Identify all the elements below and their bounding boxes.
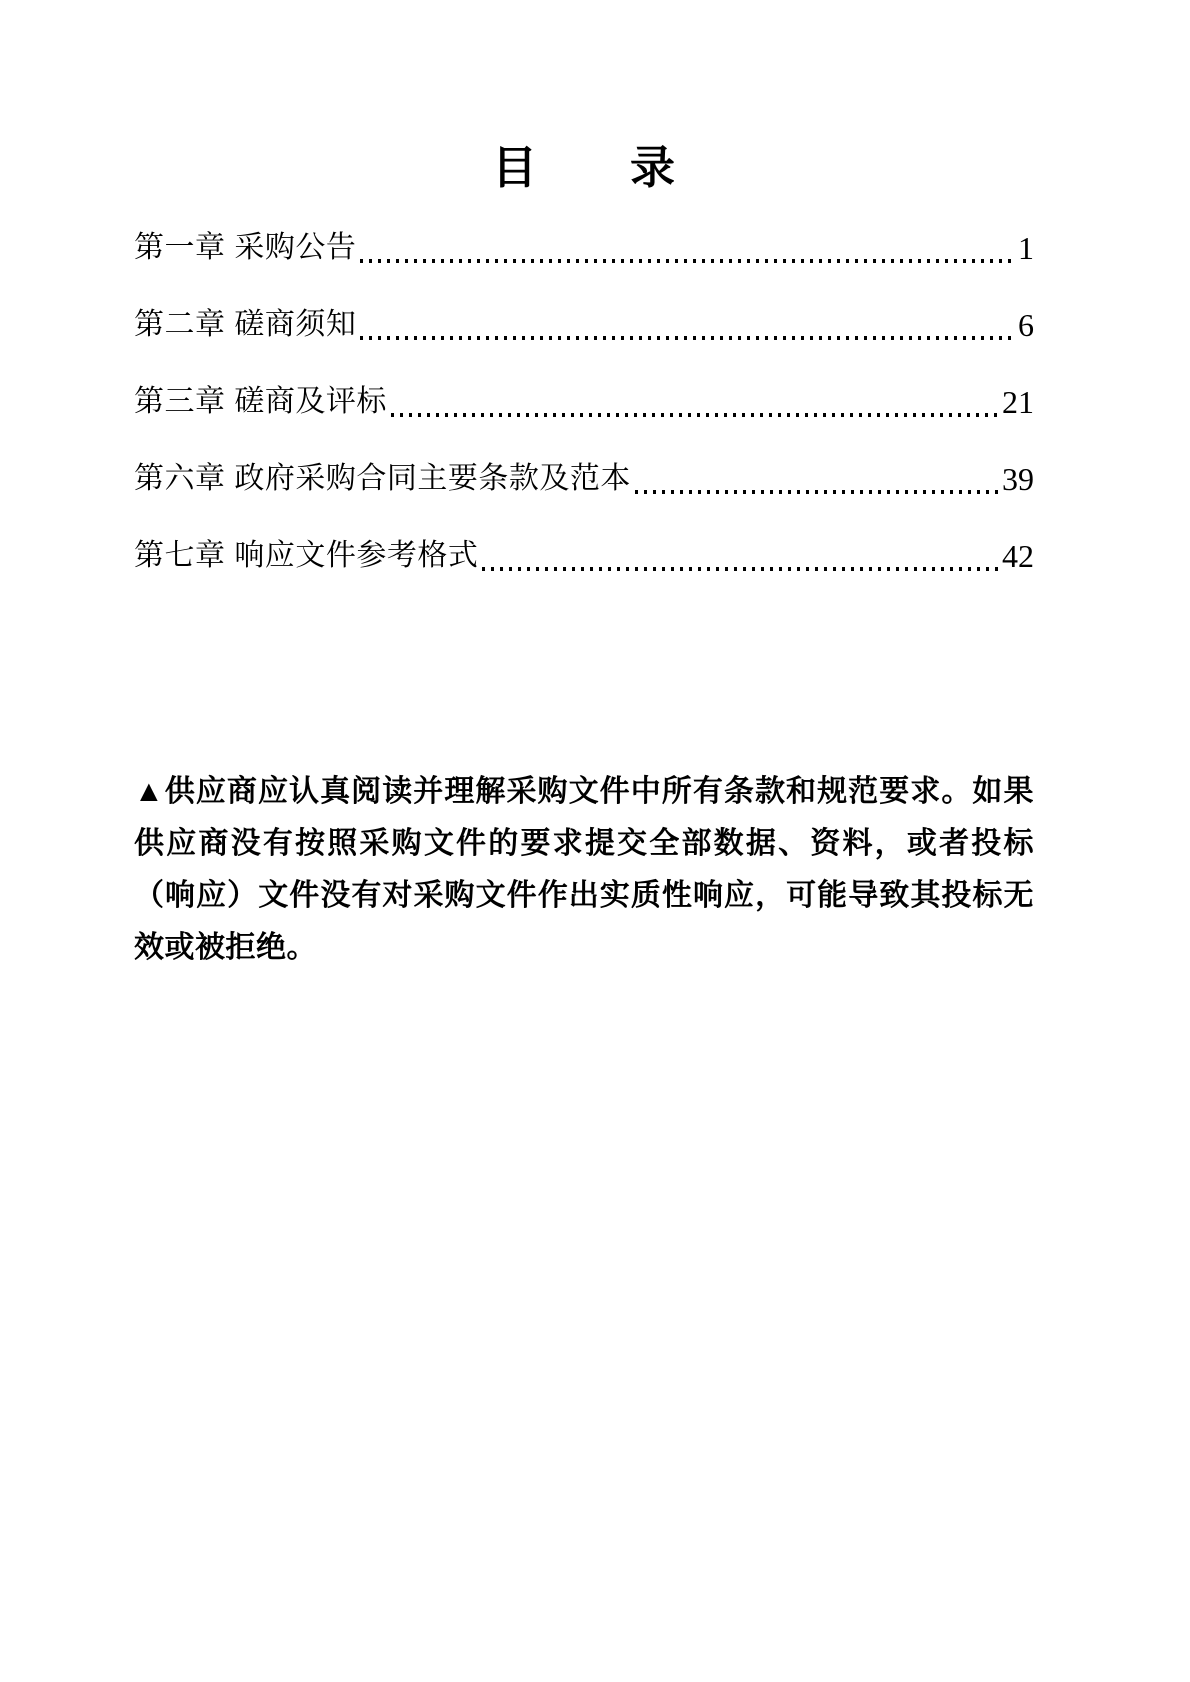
toc-entry-page: 42	[1002, 538, 1034, 574]
toc-entry-label: 第一章 采购公告	[134, 231, 357, 264]
toc-entry[interactable]	[134, 226, 1034, 270]
toc-list	[134, 226, 1034, 578]
toc-leader-dots	[482, 567, 999, 571]
toc-leader-dots	[635, 490, 999, 494]
toc-leader-dots	[360, 336, 1015, 340]
toc-entry-label: 第六章 政府采购合同主要条款及范本	[134, 462, 631, 495]
notice-paragraph: ▲供应商应认真阅读并理解采购文件中所有条款和规范要求。如果供应商没有按照采购文件的要求提交全部数据、资料，或者投标（响应）文件没有对采购文件作出实质性响应，可能导致其投标无效或被拒绝。	[134, 775, 1034, 964]
toc-leader-dots	[391, 413, 999, 417]
toc-entry-page: 21	[1002, 384, 1034, 420]
toc-entry-page: 1	[1018, 230, 1034, 266]
toc-entry-label: 第三章 磋商及评标	[134, 385, 387, 418]
toc-entry[interactable]	[134, 380, 1034, 424]
toc-entry[interactable]	[134, 534, 1034, 578]
toc-entry-label: 第七章 响应文件参考格式	[134, 539, 479, 572]
toc-entry-label: 第二章 磋商须知	[134, 308, 357, 341]
page-title: 目 录	[491, 142, 676, 193]
toc-leader-dots	[360, 259, 1015, 263]
toc-entry-page: 6	[1018, 307, 1034, 343]
toc-entry-page: 39	[1002, 461, 1034, 497]
toc-entry[interactable]	[134, 303, 1034, 347]
toc-entry[interactable]	[134, 457, 1034, 501]
